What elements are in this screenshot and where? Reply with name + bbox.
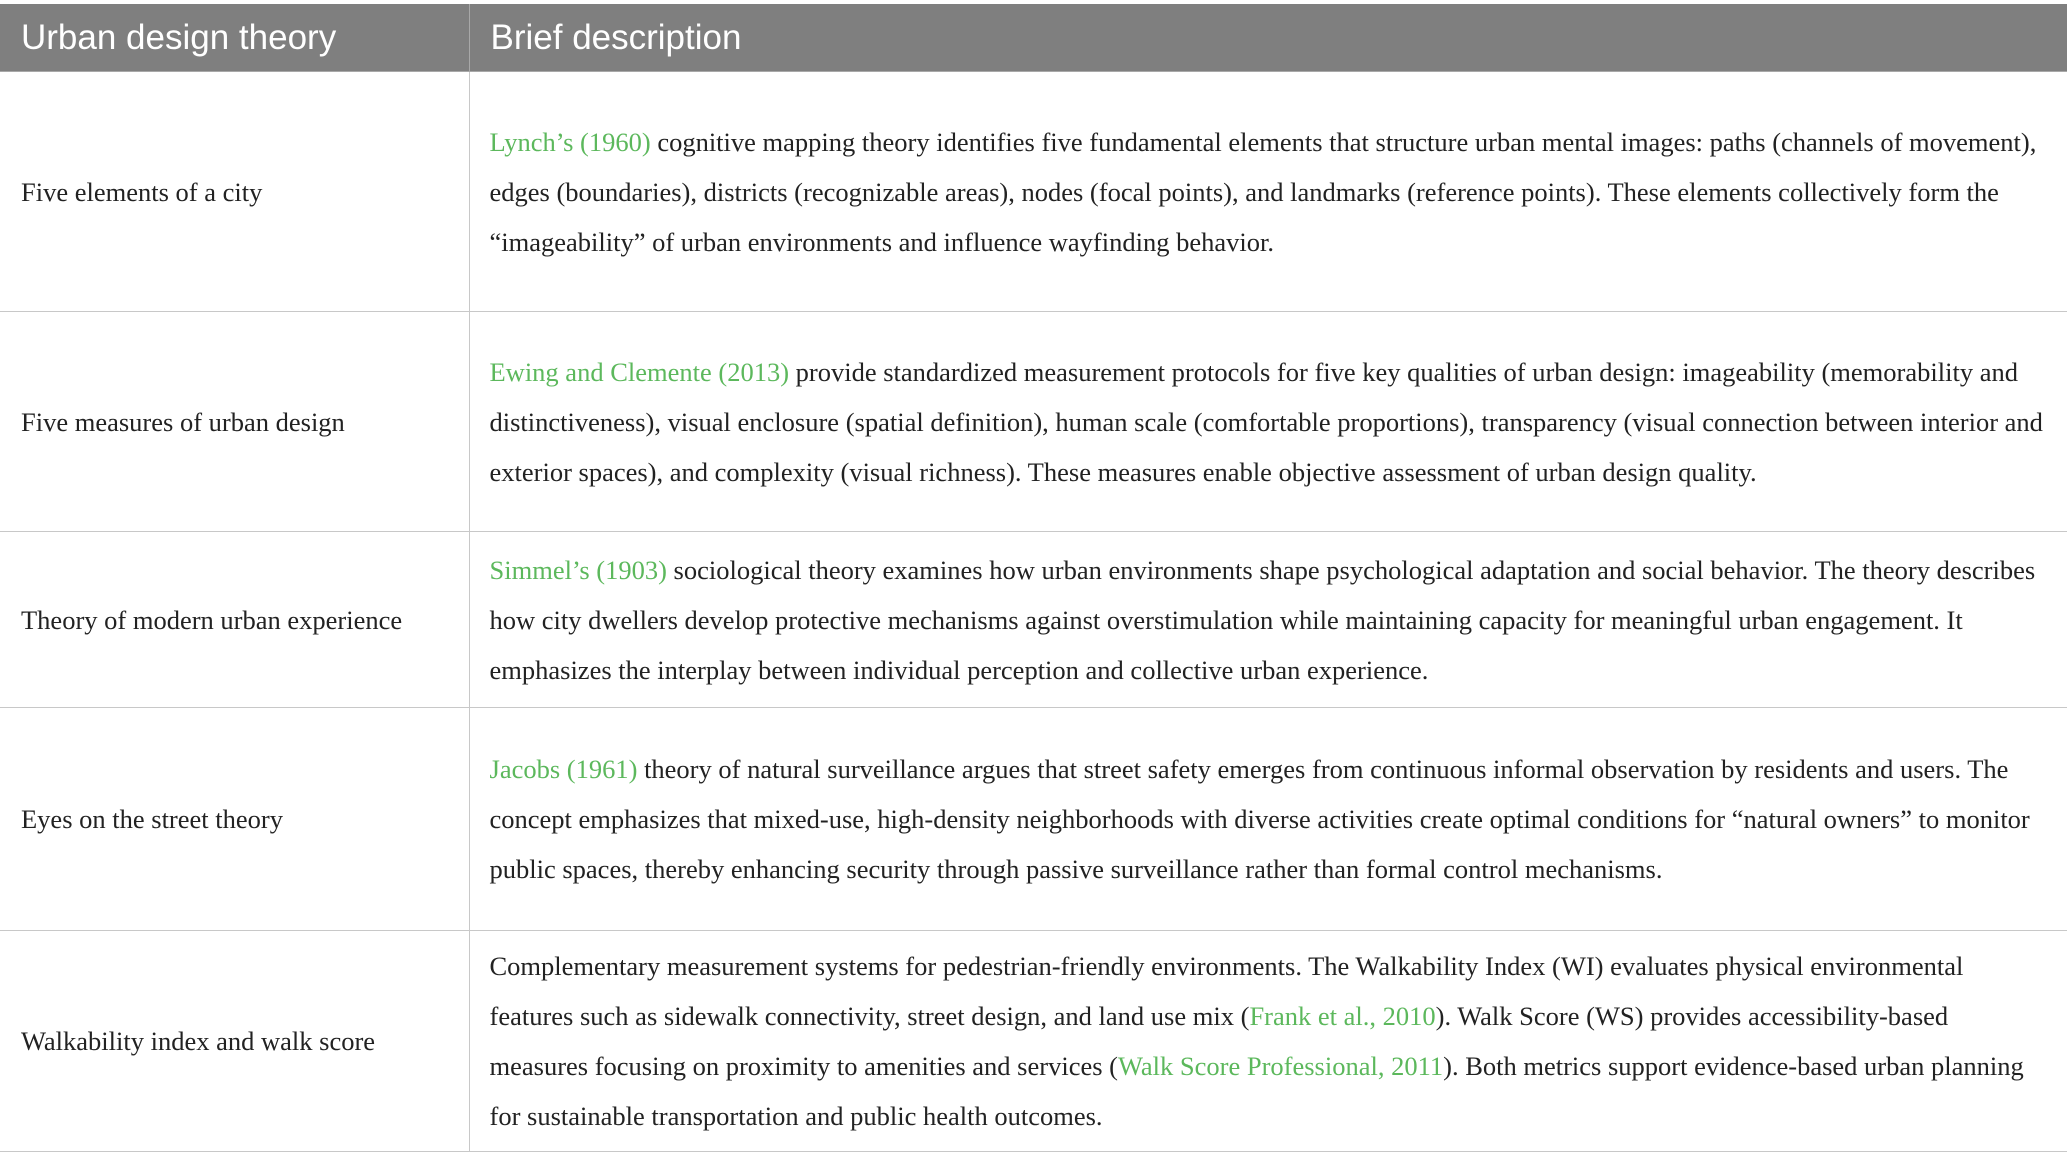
reference-link-simmel[interactable]: Simmel’s (1903) xyxy=(489,554,667,585)
theory-name: Eyes on the street theory xyxy=(0,708,469,931)
reference-link-walk-score[interactable]: Walk Score Professional, 2011 xyxy=(1117,1051,1444,1081)
description-text: provide standardized measurement protocols for five key qualities of urban design: imageability (memorability and distinctiveness), visual enclosure (spatial definition), human scale (comfortable proportions), transparency (visual connection between interior and exterior spaces), and complexity (visual richness). These measures enable objective assessment of urban design quality. xyxy=(489,356,2043,487)
theory-name: Five measures of urban design xyxy=(0,312,469,532)
description-text: ). Both metrics support evidence-based urban planning for sustainable transportation and public health outcomes. xyxy=(489,1051,2024,1131)
theory-description xyxy=(469,312,2067,532)
reference-link-frank[interactable]: Frank et al., 2010 xyxy=(1249,1001,1436,1031)
reference-link-lynch[interactable]: Lynch’s (1960) xyxy=(489,126,651,157)
reference-link-ewing-clemente[interactable]: Ewing and Clemente (2013) xyxy=(489,356,790,387)
theory-name: Theory of modern urban experience xyxy=(0,532,469,708)
table-row xyxy=(0,931,2067,1152)
table-row xyxy=(0,72,2067,312)
theory-name: Five elements of a city xyxy=(0,72,469,312)
theory-table-container xyxy=(0,4,2067,1152)
urban-design-theory-table xyxy=(0,4,2067,1152)
theory-description xyxy=(469,931,2067,1152)
reference-link-jacobs[interactable]: Jacobs (1961) xyxy=(489,754,638,784)
table-row xyxy=(0,312,2067,532)
description-text: cognitive mapping theory identifies five fundamental elements that structure urban mental images: paths (channels of movement), edges (boundaries), districts (recognizable areas), nodes (focal points), and landmarks (reference points). These elements collectively form the “imageability” of urban environments and influence wayfinding behavior. xyxy=(489,126,2037,257)
description-text: sociological theory examines how urban environments shape psychological adaptation and social behavior. The theory describes how city dwellers develop protective mechanisms against overstimulation while maintaining capacity for meaningful urban engagement. It emphasizes the interplay between individual perception and collective urban experience. xyxy=(489,554,2036,685)
table-row xyxy=(0,532,2067,708)
theory-description xyxy=(469,532,2067,708)
header-brief-description: Brief description xyxy=(469,4,2067,72)
description-text: ). Walk Score (WS) provides accessibility-based measures focusing on proximity to amenities and services ( xyxy=(489,1001,1949,1081)
table-row xyxy=(0,708,2067,931)
theory-description xyxy=(469,72,2067,312)
theory-name: Walkability index and walk score xyxy=(0,931,469,1152)
table-header-row xyxy=(0,4,2067,72)
description-text: Complementary measurement systems for pedestrian-friendly environments. The Walkability Index (WI) evaluates physical environmental features such as sidewalk connectivity, street design, and land use mix ( xyxy=(489,951,1964,1031)
theory-description xyxy=(469,708,2067,931)
header-urban-design-theory: Urban design theory xyxy=(0,4,469,72)
description-text: theory of natural surveillance argues that street safety emerges from continuous informal observation by residents and users. The concept emphasizes that mixed-use, high-density neighborhoods with diverse activities create optimal conditions for “natural owners” to monitor public spaces, thereby enhancing security through passive surveillance rather than formal control mechanisms. xyxy=(489,754,2030,884)
